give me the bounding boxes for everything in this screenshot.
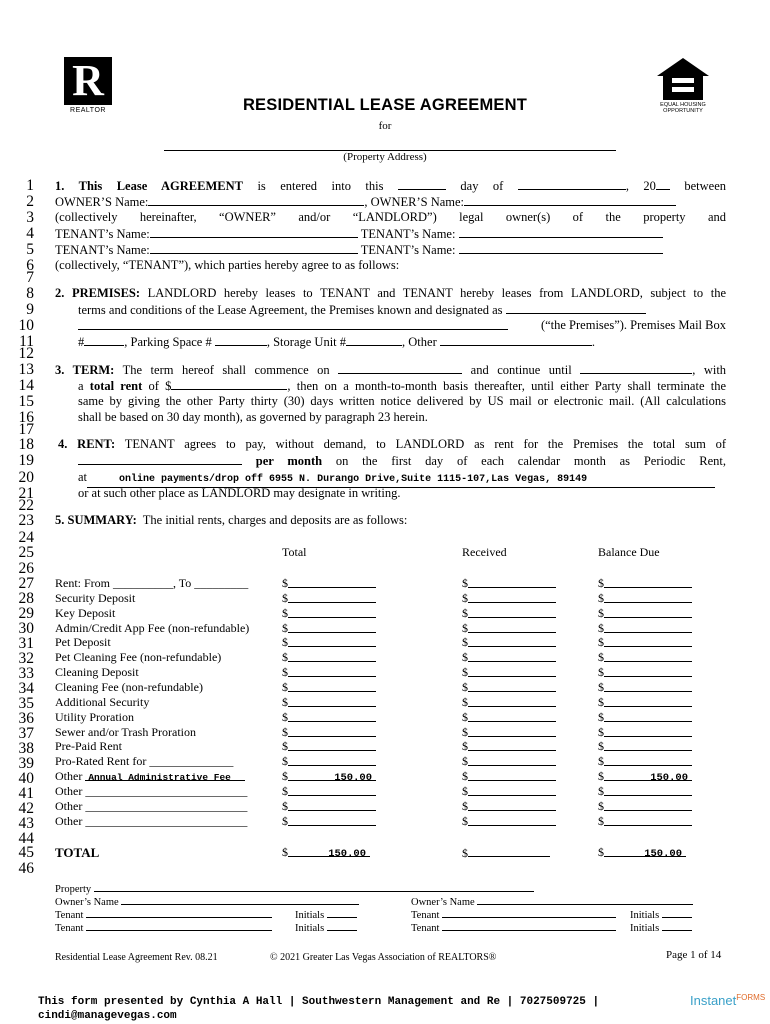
section1-line1: 1. This Lease AGREEMENT is entered into this day of , 20 between bbox=[55, 179, 727, 193]
section1-line6: (collectively, “TENANT”), which parties hereby agree to as follows: bbox=[55, 258, 400, 272]
summary-total-cell[interactable]: $ bbox=[282, 710, 376, 725]
summary-total-value bbox=[372, 817, 376, 829]
summary-balance-cell[interactable]: $ bbox=[598, 814, 692, 829]
footer-initials-field-1[interactable] bbox=[327, 908, 357, 918]
summary-row-label: Pro-Rated Rent for ______________ bbox=[55, 754, 234, 768]
summary-balance-value bbox=[688, 594, 692, 606]
summary-balance-value: 150.00 bbox=[650, 772, 688, 784]
footer-initials-2: Initials bbox=[630, 908, 692, 922]
summary-received-cell[interactable]: $ bbox=[462, 710, 556, 725]
section1-line3: (collectively hereinafter, “OWNER” and/or “LANDLORD”) legal owner(s) of the property and bbox=[55, 210, 726, 224]
section1-line4: TENANT’s Name: TENANT’s Name: bbox=[55, 226, 663, 242]
line-number: 36 bbox=[18, 710, 34, 727]
line-number: 29 bbox=[18, 605, 34, 622]
month-field[interactable] bbox=[518, 178, 626, 190]
summary-total-cell[interactable]: $ bbox=[282, 814, 376, 829]
summary-received-value bbox=[552, 638, 556, 650]
summary-total-cell[interactable]: $ bbox=[282, 621, 376, 636]
document-title: RESIDENTIAL LEASE AGREEMENT bbox=[242, 96, 528, 114]
line-number: 31 bbox=[18, 635, 34, 652]
summary-total-cell[interactable]: $ bbox=[282, 665, 376, 680]
line-number: 4 bbox=[26, 225, 34, 242]
other-description-value: Annual Administrative Fee bbox=[88, 772, 231, 783]
summary-received-value bbox=[552, 594, 556, 606]
summary-received-cell[interactable]: $ bbox=[462, 680, 556, 695]
line-number: 22 bbox=[18, 497, 34, 514]
summary-received-cell[interactable]: $ bbox=[462, 769, 556, 784]
footer-owner-right: Owner’s Name bbox=[411, 895, 693, 909]
section3-line14: a total rent of $ , then on a month-to-month basis thereafter, until either Party shall terminate the bbox=[78, 379, 726, 393]
presented-by bbox=[38, 995, 599, 1023]
summary-row-label: Security Deposit bbox=[55, 591, 136, 605]
presented-by-line2: cindi@managevegas.com bbox=[38, 1010, 177, 1022]
summary-row-label: Other ___________________________ bbox=[55, 799, 248, 813]
storage-field[interactable] bbox=[346, 334, 402, 346]
summary-total-cell[interactable]: $ bbox=[282, 591, 376, 606]
summary-total-cell[interactable]: $ bbox=[282, 799, 376, 814]
line-number: 23 bbox=[18, 512, 34, 529]
footer-tenant-field-1[interactable] bbox=[86, 908, 272, 918]
summary-received-value bbox=[552, 742, 556, 754]
summary-row-label: Rent: From __________, To _________ bbox=[55, 576, 249, 590]
property-address-label: (Property Address) bbox=[343, 151, 427, 163]
summary-balance-value bbox=[688, 683, 692, 695]
line-number: 27 bbox=[18, 575, 34, 592]
column-total: Total bbox=[282, 545, 307, 559]
section4-line18: 4. RENT: TENANT agrees to pay, without demand, to LANDLORD as rent for the Premises the total sum of bbox=[58, 437, 726, 451]
footer-copyright: © 2021 Greater Las Vegas Association of REALTORS® bbox=[270, 952, 497, 963]
line-number: 33 bbox=[18, 665, 34, 682]
summary-received-cell[interactable]: $ bbox=[462, 799, 556, 814]
line-number: 24 bbox=[18, 529, 34, 546]
summary-balance-cell[interactable]: $ 150.00 bbox=[598, 769, 692, 784]
summary-total-cell[interactable]: $ bbox=[282, 739, 376, 754]
summary-received-value bbox=[552, 757, 556, 769]
column-balance-due: Balance Due bbox=[598, 545, 660, 559]
summary-received-cell[interactable]: $ bbox=[462, 725, 556, 740]
total-balance-cell[interactable]: $ 150.00 bbox=[598, 845, 686, 860]
commence-date-field[interactable] bbox=[338, 362, 462, 374]
premises-field-2[interactable] bbox=[78, 318, 508, 330]
summary-total-value bbox=[372, 653, 376, 665]
summary-balance-cell[interactable]: $ bbox=[598, 576, 692, 591]
summary-total-value bbox=[372, 787, 376, 799]
footer-tenant-4: Tenant bbox=[411, 921, 616, 935]
summary-total-value bbox=[372, 757, 376, 769]
other-premises-field[interactable] bbox=[440, 334, 592, 346]
summary-row-label: Other Annual Administrative Fee bbox=[55, 769, 245, 784]
section2-line9: terms and conditions of the Lease Agreement, the Premises known and designated as bbox=[78, 302, 646, 318]
summary-received-value bbox=[552, 817, 556, 829]
section4-heading: 4. RENT: bbox=[58, 437, 116, 451]
summary-received-cell[interactable]: $ bbox=[462, 784, 556, 799]
line-number: 15 bbox=[18, 393, 34, 410]
summary-balance-value bbox=[688, 609, 692, 621]
line-number: 37 bbox=[18, 725, 34, 742]
summary-balance-value bbox=[688, 653, 692, 665]
summary-total-cell[interactable]: $ bbox=[282, 635, 376, 650]
line-number: 11 bbox=[19, 333, 34, 350]
section3-line13: 3. TERM: The term hereof shall commence on and continue until , with bbox=[55, 363, 727, 377]
line-number: 28 bbox=[18, 590, 34, 607]
summary-received-value bbox=[552, 668, 556, 680]
section2-heading: 2. PREMISES: bbox=[55, 286, 141, 300]
summary-balance-value bbox=[688, 638, 692, 650]
summary-total-cell[interactable]: $ bbox=[282, 576, 376, 591]
summary-balance-value bbox=[688, 817, 692, 829]
line-number: 1 bbox=[26, 177, 34, 194]
line-number: 39 bbox=[18, 755, 34, 772]
summary-row-label: Cleaning Deposit bbox=[55, 665, 139, 679]
line-number: 3 bbox=[26, 209, 34, 226]
line-number: 18 bbox=[18, 436, 34, 453]
section4-line19: per month on the first day of each calendar month as Periodic Rent, bbox=[78, 453, 726, 469]
summary-row-label: Other ___________________________ bbox=[55, 814, 248, 828]
summary-row-label: Admin/Credit App Fee (non-refundable) bbox=[55, 621, 250, 635]
payment-location-value: online payments/drop off 6955 N. Durango Drive,Suite 1115-107,Las Vegas, 89149 bbox=[119, 474, 588, 485]
line-number: 34 bbox=[18, 680, 34, 697]
summary-row-label: Pet Deposit bbox=[55, 635, 111, 649]
summary-received-cell[interactable]: $ bbox=[462, 576, 556, 591]
line-number: 2 bbox=[26, 193, 34, 210]
summary-total-value bbox=[372, 713, 376, 725]
summary-balance-cell[interactable]: $ bbox=[598, 635, 692, 650]
summary-balance-cell[interactable]: $ bbox=[598, 621, 692, 636]
summary-balance-value bbox=[688, 713, 692, 725]
summary-total-cell[interactable]: $ bbox=[282, 606, 376, 621]
summary-total-value: 150.00 bbox=[334, 772, 372, 784]
footer-tenant-3: Tenant bbox=[55, 921, 272, 935]
total-label: TOTAL bbox=[55, 845, 100, 860]
summary-balance-cell[interactable]: $ bbox=[598, 665, 692, 680]
summary-total-value bbox=[372, 579, 376, 591]
line-number: 32 bbox=[18, 650, 34, 667]
section4-line21: or at such other place as LANDLORD may designate in writing. bbox=[78, 486, 401, 500]
footer-property-field[interactable] bbox=[94, 882, 534, 892]
summary-total-value bbox=[372, 609, 376, 621]
summary-balance-cell[interactable]: $ bbox=[598, 710, 692, 725]
end-date-field[interactable] bbox=[580, 362, 692, 374]
summary-received-value bbox=[552, 787, 556, 799]
for-label: for bbox=[378, 120, 392, 132]
section5-heading: 5. SUMMARY: bbox=[55, 513, 137, 527]
footer-tenant-field-2[interactable] bbox=[442, 908, 616, 918]
section2-line8: 2. PREMISES: LANDLORD hereby leases to TENANT and TENANT hereby leases from LANDLORD, subject to the bbox=[55, 286, 726, 300]
section1-line2: OWNER’S Name: , OWNER’S Name: bbox=[55, 194, 676, 210]
monthly-rent-field[interactable] bbox=[78, 453, 242, 465]
summary-received-value bbox=[552, 653, 556, 665]
summary-total-value bbox=[372, 742, 376, 754]
line-number: 20 bbox=[18, 469, 34, 486]
footer-owner-left: Owner’s Name bbox=[55, 895, 359, 909]
summary-total-cell[interactable]: $ bbox=[282, 784, 376, 799]
line-number: 6 bbox=[26, 257, 34, 274]
summary-row-label: Sewer and/or Trash Proration bbox=[55, 725, 196, 739]
line-number: 26 bbox=[18, 560, 34, 577]
line-number: 14 bbox=[18, 377, 34, 394]
total-received-cell[interactable]: $ bbox=[462, 845, 550, 861]
line-number: 43 bbox=[18, 815, 34, 832]
summary-row-label: Additional Security bbox=[55, 695, 150, 709]
summary-balance-value bbox=[688, 698, 692, 710]
section3-heading: 3. TERM: bbox=[55, 363, 115, 377]
summary-received-cell[interactable]: $ bbox=[462, 754, 556, 769]
total-rent-field[interactable] bbox=[171, 378, 287, 390]
summary-balance-value bbox=[688, 787, 692, 799]
line-number: 40 bbox=[18, 770, 34, 787]
line-number: 17 bbox=[18, 421, 34, 438]
line-number: 8 bbox=[26, 285, 34, 302]
footer-initials-3: Initials bbox=[295, 921, 357, 935]
summary-received-value bbox=[552, 683, 556, 695]
footer-page-number: Page 1 of 14 bbox=[666, 949, 722, 961]
summary-total-cell[interactable]: $ 150.00 bbox=[282, 769, 376, 784]
summary-balance-cell[interactable]: $ bbox=[598, 606, 692, 621]
mailbox-field[interactable] bbox=[84, 334, 124, 346]
summary-total-cell[interactable]: $ bbox=[282, 650, 376, 665]
summary-balance-cell[interactable]: $ bbox=[598, 739, 692, 754]
summary-balance-cell[interactable]: $ bbox=[598, 695, 692, 710]
line-number: 13 bbox=[18, 361, 34, 378]
tenant-name-field-1[interactable] bbox=[150, 226, 358, 238]
footer-tenant-field-3[interactable] bbox=[86, 921, 272, 931]
line-number: 45 bbox=[18, 844, 34, 861]
owner-name-field-2[interactable] bbox=[464, 194, 676, 206]
footer-tenant-2: Tenant bbox=[411, 908, 616, 922]
summary-balance-cell[interactable]: $ bbox=[598, 680, 692, 695]
summary-received-cell[interactable]: $ bbox=[462, 621, 556, 636]
summary-row-label: Pet Cleaning Fee (non-refundable) bbox=[55, 650, 222, 664]
instanet-logo bbox=[690, 993, 765, 1008]
section1-heading: 1. This Lease AGREEMENT bbox=[55, 179, 243, 193]
summary-balance-value bbox=[688, 668, 692, 680]
summary-received-value bbox=[552, 579, 556, 591]
summary-received-value bbox=[552, 698, 556, 710]
year-field[interactable] bbox=[656, 178, 670, 190]
section2-line11: # , Parking Space # , Storage Unit # , Other . bbox=[78, 335, 595, 349]
summary-total-cell[interactable]: $ bbox=[282, 725, 376, 740]
line-number: 5 bbox=[26, 241, 34, 258]
summary-row-label: Other ___________________________ bbox=[55, 784, 248, 798]
summary-total-value bbox=[372, 683, 376, 695]
section1-line5: TENANT’s Name: TENANT’s Name: bbox=[55, 242, 663, 258]
line-number: 46 bbox=[18, 860, 34, 877]
day-field[interactable] bbox=[398, 178, 446, 190]
total-total-cell[interactable]: $ 150.00 bbox=[282, 845, 370, 860]
footer-initials-field-2[interactable] bbox=[662, 908, 692, 918]
summary-received-cell[interactable]: $ bbox=[462, 591, 556, 606]
line-number: 19 bbox=[18, 452, 34, 469]
instanet-forms-text: FORMS bbox=[736, 993, 766, 1002]
tenant-name-field-4[interactable] bbox=[459, 242, 663, 254]
summary-received-cell[interactable]: $ bbox=[462, 814, 556, 829]
other-description-field[interactable] bbox=[85, 769, 245, 781]
footer-owner-name-field-1[interactable] bbox=[121, 895, 359, 905]
owner-name-field-1[interactable] bbox=[148, 194, 364, 206]
summary-received-value bbox=[552, 802, 556, 814]
line-number: 16 bbox=[18, 409, 34, 426]
summary-balance-value bbox=[688, 742, 692, 754]
line-number: 9 bbox=[26, 301, 34, 318]
summary-balance-value bbox=[688, 757, 692, 769]
footer-owner-name-field-2[interactable] bbox=[477, 895, 693, 905]
summary-total-value bbox=[372, 802, 376, 814]
line-number: 21 bbox=[18, 485, 34, 502]
line-number: 35 bbox=[18, 695, 34, 712]
footer-initials-field-3[interactable] bbox=[327, 921, 357, 931]
line-number: 12 bbox=[18, 345, 34, 362]
footer-tenant-1: Tenant bbox=[55, 908, 272, 922]
footer-property: Property bbox=[55, 882, 534, 896]
realtor-logo-letter: R bbox=[72, 56, 104, 105]
summary-received-value bbox=[552, 609, 556, 621]
summary-received-value bbox=[552, 772, 556, 784]
instanet-logo-text: Instanet bbox=[690, 993, 737, 1008]
summary-received-cell[interactable]: $ bbox=[462, 635, 556, 650]
summary-total-value bbox=[372, 668, 376, 680]
summary-balance-cell[interactable]: $ bbox=[598, 799, 692, 814]
equal-housing-text: EQUAL HOUSING OPPORTUNITY bbox=[660, 102, 706, 114]
summary-received-cell[interactable]: $ bbox=[462, 650, 556, 665]
line-number: 38 bbox=[18, 740, 34, 757]
line-number: 30 bbox=[18, 620, 34, 637]
line-number: 44 bbox=[18, 830, 34, 847]
footer-initials-4: Initials bbox=[630, 921, 692, 935]
summary-row-label: Key Deposit bbox=[55, 606, 116, 620]
summary-row-label: Cleaning Fee (non-refundable) bbox=[55, 680, 203, 694]
section3-line16: shall be based on 30 day month), as governed by paragraph 23 herein. bbox=[78, 410, 428, 424]
parking-field[interactable] bbox=[215, 334, 267, 346]
total-balance-value: 150.00 bbox=[644, 848, 682, 860]
summary-balance-cell[interactable]: $ bbox=[598, 784, 692, 799]
total-total-value: 150.00 bbox=[328, 848, 366, 860]
summary-row-label: Pre-Paid Rent bbox=[55, 739, 122, 753]
line-number: 25 bbox=[18, 544, 34, 561]
summary-balance-value bbox=[688, 579, 692, 591]
summary-total-cell[interactable]: $ bbox=[282, 695, 376, 710]
summary-received-cell[interactable]: $ bbox=[462, 606, 556, 621]
summary-received-cell[interactable]: $ bbox=[462, 739, 556, 754]
footer-revision: Residential Lease Agreement Rev. 08.21 bbox=[55, 952, 218, 963]
summary-total-value bbox=[372, 698, 376, 710]
summary-row-label: Utility Proration bbox=[55, 710, 134, 724]
summary-total-value bbox=[372, 638, 376, 650]
summary-total-value bbox=[372, 594, 376, 606]
footer-initials-field-4[interactable] bbox=[662, 921, 692, 931]
line-number: 10 bbox=[18, 317, 34, 334]
tenant-name-field-2[interactable] bbox=[459, 226, 663, 238]
summary-balance-cell[interactable]: $ bbox=[598, 754, 692, 769]
footer-tenant-field-4[interactable] bbox=[442, 921, 616, 931]
column-received: Received bbox=[462, 545, 507, 559]
presented-by-line1: This form presented by Cynthia A Hall | Southwestern Management and Re | 7027509725 | bbox=[38, 996, 600, 1008]
section4-line20: at online payments/drop off 6955 N. Durango Drive,Suite 1115-107,Las Vegas, 89149 bbox=[78, 470, 715, 488]
section5-line23: 5. SUMMARY: The initial rents, charges and deposits are as follows: bbox=[55, 513, 408, 527]
summary-total-cell[interactable]: $ bbox=[282, 680, 376, 695]
line-number: 7 bbox=[26, 269, 34, 286]
realtor-logo-text: REALTOR bbox=[70, 107, 106, 114]
premises-field-1[interactable] bbox=[506, 302, 646, 314]
line-number: 42 bbox=[18, 800, 34, 817]
line-number: 41 bbox=[18, 785, 34, 802]
summary-received-cell[interactable]: $ bbox=[462, 665, 556, 680]
tenant-name-field-3[interactable] bbox=[150, 242, 358, 254]
summary-balance-cell[interactable]: $ bbox=[598, 650, 692, 665]
summary-total-cell[interactable]: $ bbox=[282, 754, 376, 769]
section3-line15: same by giving the other Party thirty (30) days written notice delivered by US mail or electronic mail. (All calculations bbox=[78, 394, 726, 408]
section2-line10: (“the Premises”). Premises Mail Box bbox=[78, 318, 726, 333]
footer-initials-1: Initials bbox=[295, 908, 357, 922]
summary-balance-cell[interactable]: $ bbox=[598, 591, 692, 606]
summary-balance-cell[interactable]: $ bbox=[598, 725, 692, 740]
summary-received-cell[interactable]: $ bbox=[462, 695, 556, 710]
summary-received-value bbox=[552, 713, 556, 725]
summary-balance-value bbox=[688, 802, 692, 814]
